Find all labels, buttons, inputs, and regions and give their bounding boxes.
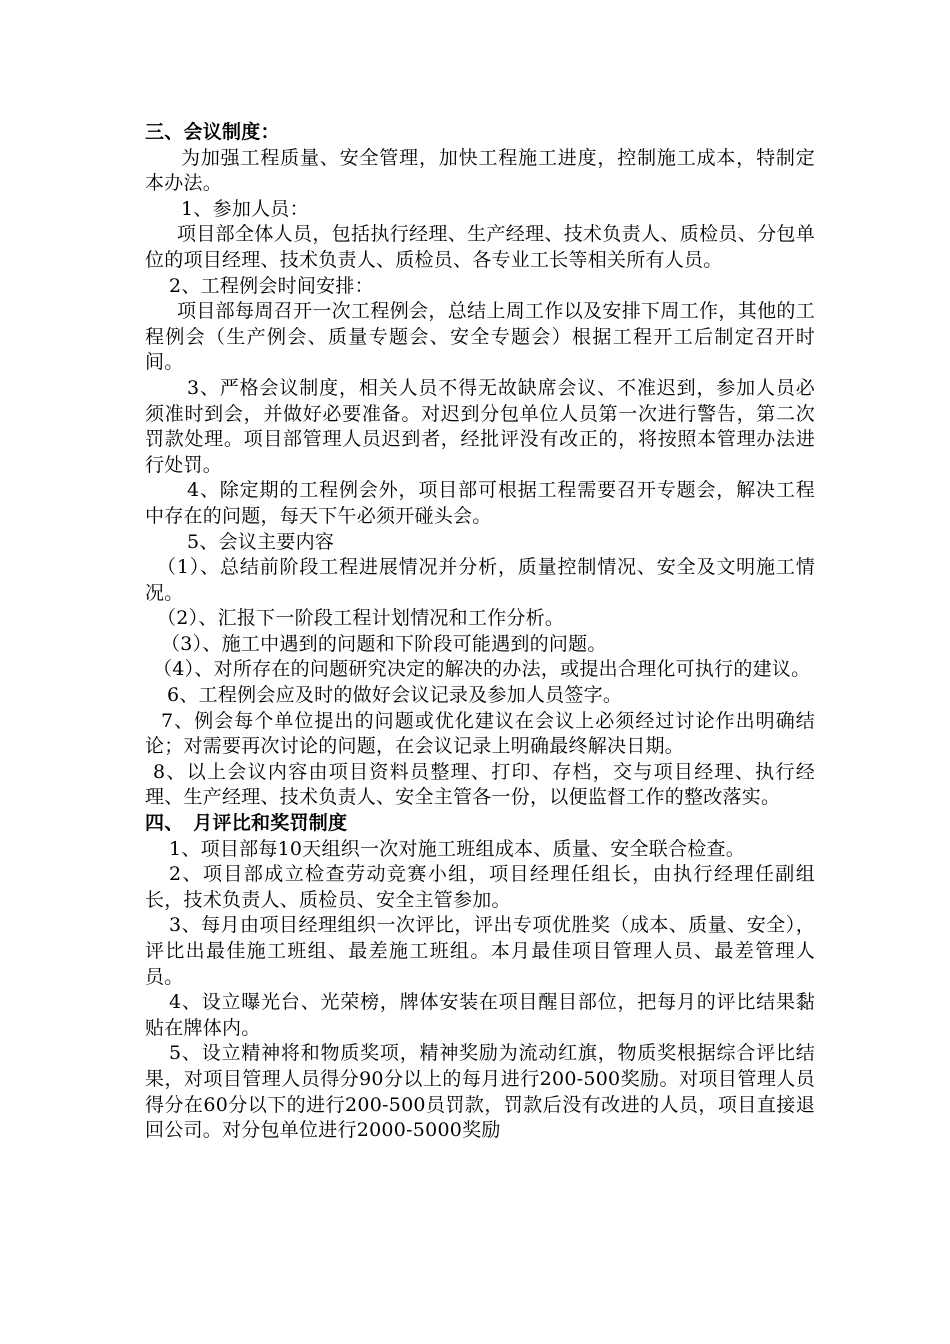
section-3-item-2-title: 2、工程例会时间安排：	[169, 274, 374, 297]
section-3-item-5-sub-2: （2）、汇报下一阶段工程计划情况和工作分析。	[157, 607, 565, 630]
section-3-intro: 为加强工程质量、安全管理，加快工程施工进度，控制施工成本，特制定本办法。	[145, 146, 815, 195]
section-4-item-2: 2、项目部成立检查劳动竞赛小组，项目经理任组长，由执行经理任副组长，技术负责人、质检员、安全主管参加。	[145, 863, 815, 911]
document-page	[145, 120, 815, 1144]
section-3-item-5-sub-1: （1）、总结前阶段工程进展情况并分析，质量控制情况、安全及文明施工情况。	[145, 556, 815, 604]
section-3-item-3: 3、严格会议制度，相关人员不得无故缺席会议、不准迟到，参加人员必须准时到会，并做好必要准备。对迟到分包单位人员第一次进行警告，第二次罚款处理。项目部管理人员迟到者，经批评没有改正的，将按照本管理办法进行处罚。	[145, 376, 815, 476]
section-4-item-5: 5、设立精神将和物质奖项，精神奖励为流动红旗，物质奖根据综合评比结果，对项目管理人员得分90分以上的每月进行200-500奖励。对项目管理人员得分在60分以下的进行200-500员罚款，罚款后没有改进的人员，项目直接退回公司。对分包单位进行2000-5000奖励	[145, 1042, 815, 1142]
section-3-item-5-sub-4: （4）、对所存在的问题研究决定的解决的办法，或提出合理化可执行的建议。	[153, 658, 811, 681]
section-3-item-7: 7、例会每个单位提出的问题或优化建议在会议上必须经过讨论作出明确结论；对需要再次讨论的问题，在会议记录上明确最终解决日期。	[145, 709, 815, 758]
section-4-item-1: 1、项目部每10天组织一次对施工班组成本、质量、安全联合检查。	[169, 837, 746, 860]
section-4-title: 四、 月评比和奖罚制度	[145, 812, 348, 835]
section-3-item-6: 6、工程例会应及时的做好会议记录及参加人员签字。	[167, 684, 623, 707]
section-3-item-5-sub-3: （3）、施工中遇到的问题和下阶段可能遇到的问题。	[161, 632, 607, 655]
section-4-item-4: 4、设立曝光台、光荣榜，牌体安装在项目醒目部位，把每月的评比结果黏贴在牌体内。	[145, 991, 815, 1039]
section-3-title: 三、会议制度：	[145, 121, 280, 143]
section-4-item-3: 3、每月由项目经理组织一次评比，评出专项优胜奖（成本、质量、安全），评比出最佳施工班组、最差施工班组。本月最佳项目管理人员、最差管理人员。	[145, 914, 815, 988]
section-3-item-8: 8、以上会议内容由项目资料员整理、打印、存档，交与项目经理、执行经理、生产经理、技术负责人、安全主管各一份，以便监督工作的整改落实。	[145, 760, 815, 809]
section-3-item-1-title: 1、参加人员：	[181, 197, 309, 220]
section-3-item-1-body: 项目部全体人员，包括执行经理、生产经理、技术负责人、质检员、分包单位的项目经理、技术负责人、质检员、各专业工长等相关所有人员。	[145, 223, 815, 271]
section-3-item-5-title: 5、会议主要内容	[187, 530, 335, 553]
section-3-item-4: 4、除定期的工程例会外，项目部可根据工程需要召开专题会，解决工程中存在的问题，每天下午必须开碰头会。	[145, 479, 815, 527]
section-3-item-2-body: 项目部每周召开一次工程例会，总结上周工作以及安排下周工作，其他的工程例会（生产例会、质量专题会、安全专题会）根据工程开工后制定召开时间。	[145, 300, 815, 374]
